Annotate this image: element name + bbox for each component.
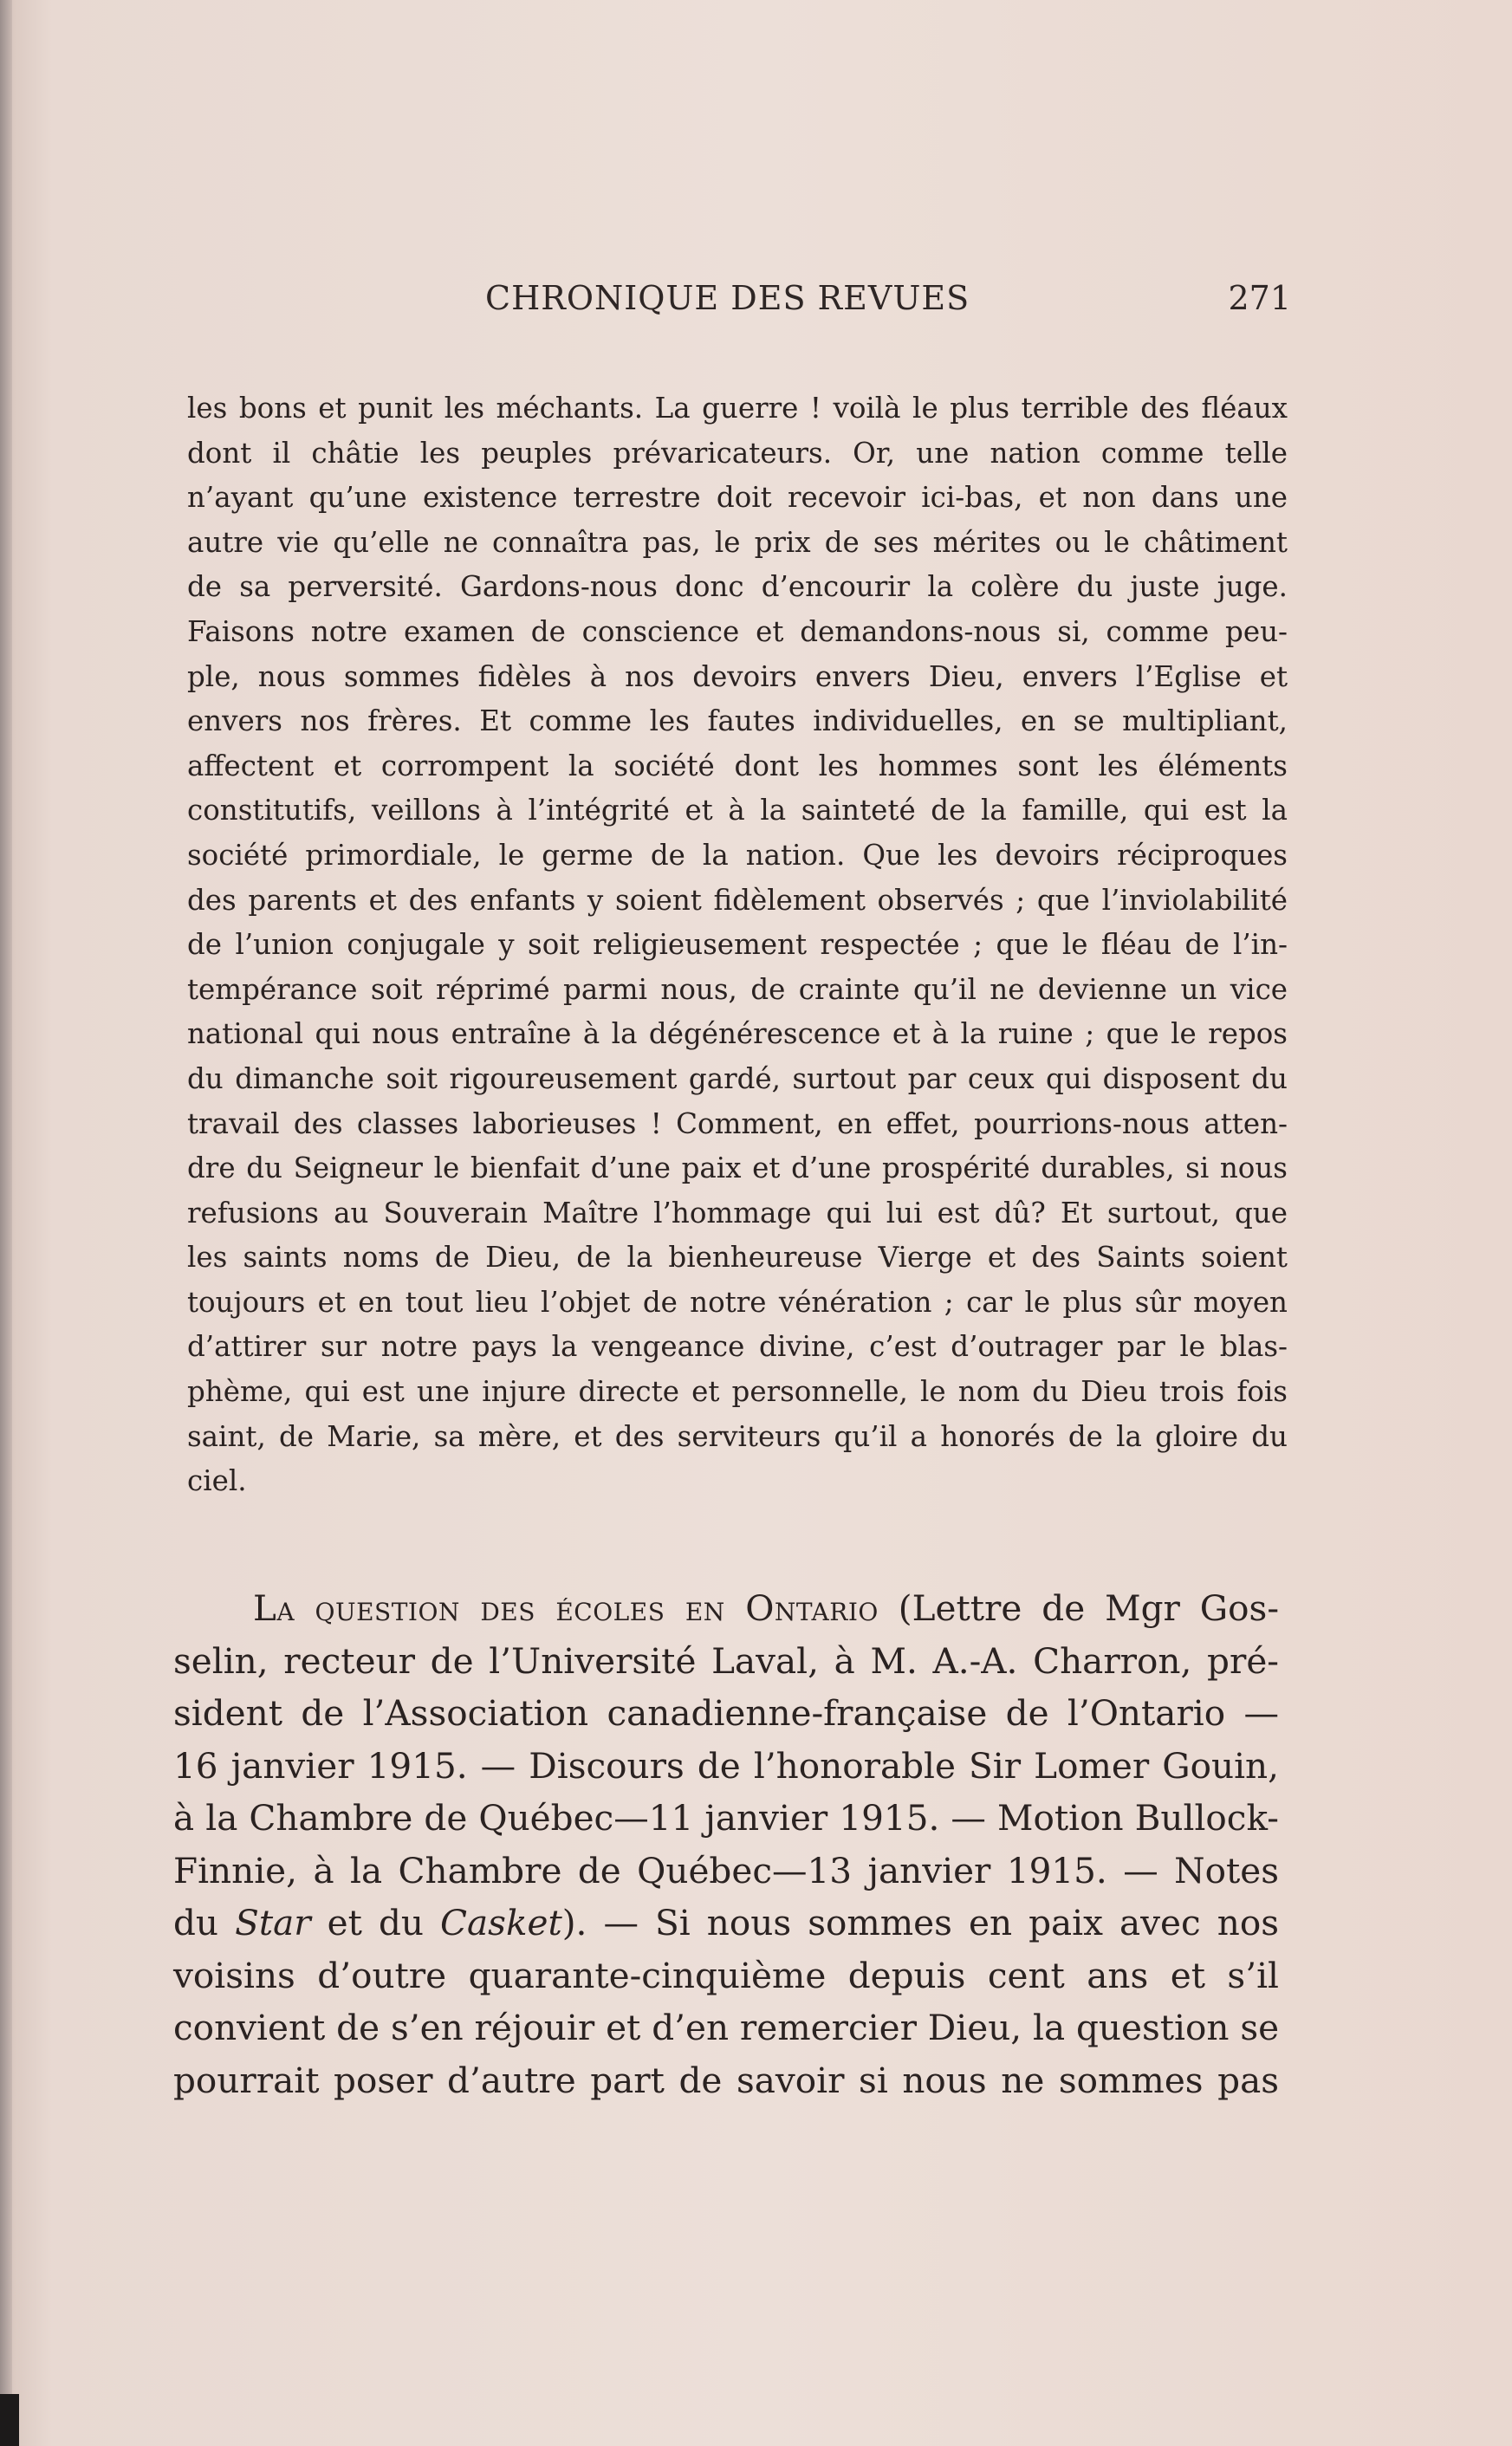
text-line: à la Chambre de Québec—11 janvier 1915. — Motion Bullock- [173, 1797, 1279, 1839]
text-line: refusions au Souverain Maître l’hommage qui lui est dû? Et surtout, que [187, 1196, 1288, 1229]
text-fragment: (Lettre de Mgr Gos- [878, 1587, 1280, 1629]
text-line: du dimanche soit rigoureusement gardé, surtout par ceux qui disposent du [187, 1061, 1288, 1095]
text-line: ciel. [187, 1464, 247, 1498]
text-line: Faisons notre examen de conscience et demandons-nous si, comme peu- [187, 614, 1288, 648]
text-line: les saints noms de Dieu, de la bienheureuse Vierge et des Saints soient [187, 1241, 1288, 1275]
text-line: tempérance soit réprimé parmi nous, de crainte qu’il ne devienne un vice [187, 972, 1288, 1006]
section-heading: La question des écoles en Ontario [253, 1587, 879, 1629]
text-fragment: ). — Si nous sommes en paix avec nos [561, 1902, 1279, 1943]
dark-corner [0, 2394, 19, 2446]
text-line: phème, qui est une injure directe et personnelle, le nom du Dieu trois fois [187, 1375, 1288, 1409]
text-fragment: et du [310, 1902, 441, 1943]
text-line: d’attirer sur notre pays la vengeance divine, c’est d’outrager par le blas- [187, 1330, 1288, 1364]
text-line: toujours et en tout lieu l’objet de notre vénération ; car le plus sûr moyen [187, 1285, 1288, 1319]
text-line: 16 janvier 1915. — Discours de l’honorable Sir Lomer Gouin, [173, 1744, 1279, 1787]
text-line: envers nos frères. Et comme les fautes individuelles, en se multipliant, [187, 704, 1288, 738]
paragraph-continued [187, 386, 1288, 1504]
text-line: Finnie, à la Chambre de Québec—13 janvier 1915. — Notes [173, 1849, 1279, 1891]
text-line: pourrait poser d’autre part de savoir si nous ne sommes pas [173, 2059, 1279, 2101]
newspaper-title-star: Star [235, 1902, 311, 1943]
text-line: de l’union conjugale y soit religieusement respectée ; que le fléau de l’in- [187, 928, 1288, 962]
text-line: de sa perversité. Gardons-nous donc d’encourir la colère du juste juge. [187, 570, 1288, 604]
text-line: affectent et corrompent la société dont les hommes sont les éléments [187, 749, 1288, 782]
running-head [173, 279, 1291, 331]
text-line: dont il châtie les peuples prévaricateurs. Or, une nation comme telle [187, 436, 1288, 470]
text-line: convient de s’en réjouir et d’en remercier Dieu, la question se [173, 2007, 1280, 2048]
text-line: selin, recteur de l’Université Laval, à M. A.-A. Charron, pré- [173, 1639, 1279, 1682]
text-line: constitutifs, veillons à l’intégrité et à la sainteté de la famille, qui est la [187, 794, 1288, 827]
text-line: des parents et des enfants y soient fidèlement observés ; que l’inviolabilité [187, 883, 1288, 917]
text-line: saint, de Marie, sa mère, et des serviteurs qu’il a honorés de la gloire du [187, 1419, 1288, 1453]
running-title: CHRONIQUE DES REVUES [485, 279, 970, 317]
section-ontario-schools [173, 1582, 1279, 2106]
text-line: national qui nous entraîne à la dégénérescence et à la ruine ; que le repos [187, 1017, 1288, 1051]
text-line: ple, nous sommes fidèles à nos devoirs envers Dieu, envers l’Eglise et [187, 659, 1288, 693]
text-line: les bons et punit les méchants. La guerre ! voilà le plus terrible des fléaux [187, 392, 1288, 425]
book-spine-shadow [0, 0, 12, 2446]
text-line: voisins d’outre quarante-cinquième depuis cent ans et s’il [173, 1954, 1279, 1996]
text-line: dre du Seigneur le bienfait d’une paix et d’une prospérité durables, si nous [187, 1152, 1288, 1185]
text-line: n’ayant qu’une existence terrestre doit recevoir ici-bas, et non dans une [187, 481, 1288, 515]
section-first-line [173, 1582, 1279, 1635]
newspaper-title-casket: Casket [440, 1902, 562, 1943]
text-line-with-titles [173, 1897, 1279, 1950]
text-line: autre vie qu’elle ne connaîtra pas, le prix de ses mérites ou le châtiment [187, 525, 1288, 559]
text-line: société primordiale, le germe de la nation. Que les devoirs réciproques [187, 838, 1288, 872]
page-number: 271 [1228, 279, 1291, 317]
text-fragment: du [173, 1902, 236, 1943]
text-line: travail des classes laborieuses ! Comment, en effet, pourrions-nous atten- [187, 1106, 1288, 1140]
text-line: sident de l’Association canadienne-française de l’Ontario — [173, 1692, 1279, 1734]
